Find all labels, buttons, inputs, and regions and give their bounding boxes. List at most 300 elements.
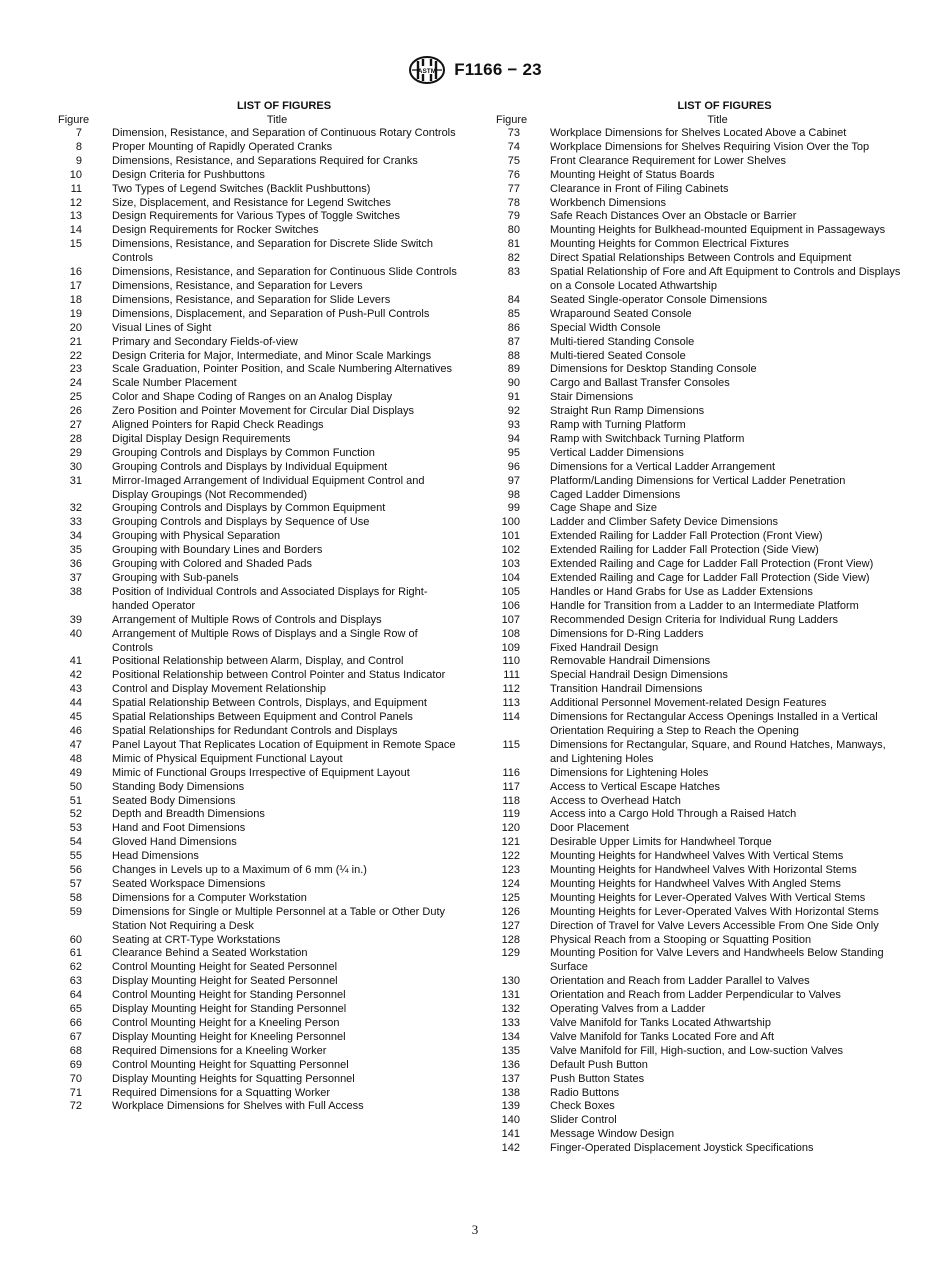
figure-number: 123 [501,864,520,877]
figure-number: 91 [507,391,520,404]
figure-entry [496,210,901,224]
figure-number: 48 [69,752,82,765]
figure-title: Mounting Heights for Bulkhead-mounted Equipment in Passageways [550,224,886,237]
column-headers [496,113,901,127]
figure-title: Physical Reach from a Stooping or Squatting Position [550,933,812,946]
figure-entry [58,586,458,614]
figure-title: Valve Manifold for Tanks Located Fore and Aft [550,1030,775,1043]
figure-title: Design Requirements for Rocker Switches [112,224,319,237]
figure-entry [496,600,901,614]
figure-number: 93 [507,419,520,432]
figure-title: Positional Relationship between Alarm, Display, and Control [112,655,404,668]
figure-number: 50 [69,780,82,793]
figure-number: 132 [501,1003,520,1016]
figure-title: Direction of Travel for Valve Levers Accessible From One Side Only [550,919,879,932]
figure-entry [58,475,458,503]
figure-title: Valve Manifold for Fill, High-suction, and Low-suction Valves [550,1044,844,1057]
figure-title: Dimensions, Displacement, and Separation of Push-Pull Controls [112,307,430,320]
figure-entry [58,683,458,697]
figure-title: Workbench Dimensions [550,196,666,209]
figure-entry [496,391,901,405]
figure-entry [496,1045,901,1059]
figure-entry [58,322,458,336]
figure-title: Panel Layout That Replicates Location of Equipment in Remote Space [112,738,456,751]
figure-title: Dimensions for Single or Multiple Personnel at a Table or Other Duty Station Not Requiring a Desk [112,905,446,932]
figure-title: Orientation and Reach from Ladder Perpendicular to Valves [550,989,841,1002]
figure-title: Clearance in Front of Filing Cabinets [550,182,729,195]
figure-number: 29 [69,446,82,459]
figure-title: Two Types of Legend Switches (Backlit Pushbuttons) [112,182,371,195]
figure-entry [496,294,901,308]
figure-number: 80 [507,224,520,237]
figure-number: 134 [501,1030,520,1043]
figure-entry [58,975,458,989]
figure-number: 36 [69,558,82,571]
figure-number: 49 [69,766,82,779]
figure-title: Stair Dimensions [550,391,634,404]
figure-title: Dimensions for Lightening Holes [550,766,709,779]
figure-entry [496,836,901,850]
figure-title: Platform/Landing Dimensions for Vertical Ladder Penetration [550,474,846,487]
title-column-header: Title [707,114,728,126]
figure-number: 79 [507,210,520,223]
figure-entry [496,739,901,767]
figure-number: 63 [69,975,82,988]
figure-entry [58,697,458,711]
figure-number: 62 [69,961,82,974]
figure-title: Control Mounting Height for a Kneeling Person [112,1017,340,1029]
figure-title: Multi-tiered Seated Console [550,349,686,362]
figure-number: 110 [502,655,520,668]
figure-number: 38 [69,585,82,598]
figure-entry [58,892,458,906]
figure-number: 97 [507,474,520,487]
standard-designation: F1166 − 23 [454,60,542,79]
figure-title: Display Mounting Height for Standing Personnel [112,1003,347,1016]
figure-number: 139 [501,1100,520,1113]
figure-title: Mirror-Imaged Arrangement of Individual Equipment Control and Display Groupings (Not Recommended) [112,474,425,501]
figure-title: Dimensions, Resistance, and Separation for Slide Levers [112,293,391,306]
figure-entry [496,127,901,141]
figure-title: Fixed Handrail Design [550,641,659,654]
figure-title: Default Push Button [550,1058,648,1071]
figure-entry [496,781,901,795]
figure-entry [496,183,901,197]
figure-entry [496,614,901,628]
figure-number: 26 [69,405,82,418]
page-number: 3 [471,1222,479,1237]
figure-number: 78 [507,196,520,209]
figure-number: 109 [501,641,520,654]
figure-entry [58,141,458,155]
figure-title: Zero Position and Pointer Movement for Circular Dial Displays [112,405,415,418]
figure-entry [58,210,458,224]
figure-entry [496,586,901,600]
figure-number: 141 [501,1128,520,1141]
figure-entry [58,864,458,878]
figure-entry [58,155,458,169]
figure-title: Mounting Heights for Common Electrical Fixtures [550,238,790,251]
figure-number: 107 [501,613,520,626]
figure-title: Required Dimensions for a Squatting Worker [112,1086,331,1099]
figure-title: Aligned Pointers for Rapid Check Readings [112,419,324,432]
figure-number: 46 [69,724,82,737]
figure-title: Grouping with Boundary Lines and Borders [112,544,323,557]
figure-entry [496,1073,901,1087]
astm-logo-icon [408,55,446,85]
figure-title: Ladder and Climber Safety Device Dimensions [550,516,779,529]
figure-entry [58,572,458,586]
figure-title: Grouping Controls and Displays by Individual Equipment [112,460,388,473]
figure-entry [496,822,901,836]
figure-entry [496,947,901,975]
figure-title: Straight Run Ramp Dimensions [550,405,705,418]
figure-entry [58,558,458,572]
figure-title: Dimensions, Resistance, and Separation for Discrete Slide Switch Controls [112,238,433,265]
figure-entry [496,224,901,238]
figure-number: 120 [501,822,520,835]
figure-entry [58,336,458,350]
figure-title: Dimensions, Resistance, and Separation for Levers [112,279,363,292]
figure-number: 68 [69,1044,82,1057]
figure-title: Scale Graduation, Pointer Position, and Scale Numbering Alternatives [112,363,452,376]
figure-number: 122 [501,850,520,863]
figure-number: 18 [69,293,82,306]
figure-number: 65 [69,1003,82,1016]
figure-number: 56 [69,864,82,877]
figure-entry [58,725,458,739]
figure-entry [58,878,458,892]
figure-title: Extended Railing for Ladder Fall Protection (Front View) [550,530,823,543]
figure-title: Spatial Relationship of Fore and Aft Equipment to Controls and Displays on a Console Located Athwartship [550,266,901,292]
figure-entry [496,169,901,183]
figure-title: Workplace Dimensions for Shelves Requiring Vision Over the Top [550,140,870,153]
figure-entry [58,989,458,1003]
figure-entry [58,1073,458,1087]
figure-entries [58,127,458,1114]
figure-entry [496,989,901,1003]
figure-entry [496,405,901,419]
figure-entry [58,628,458,656]
figure-entry [58,266,458,280]
figure-number: 86 [507,321,520,334]
figure-number: 116 [502,766,520,779]
figure-number: 90 [507,377,520,390]
figure-entry [496,1142,901,1156]
figure-entry [58,419,458,433]
figure-number: 88 [507,349,520,362]
figure-number: 44 [69,697,82,710]
figures-list-right [496,99,901,1156]
figure-title: Extended Railing for Ladder Fall Protection (Side View) [550,544,819,557]
figure-title: Handles or Hand Grabs for Use as Ladder Extensions [550,585,813,598]
figure-entry [58,238,458,266]
figure-entry [58,1059,458,1073]
figure-title: Grouping with Physical Separation [112,530,281,543]
figure-entry [496,558,901,572]
figure-number: 135 [501,1044,520,1057]
figure-entry [496,516,901,530]
figure-title: Mimic of Physical Equipment Functional Layout [112,752,343,765]
figure-number: 8 [75,140,82,153]
figure-title: Workplace Dimensions for Shelves Located Above a Cabinet [550,127,847,139]
figure-title: Grouping Controls and Displays by Common Function [112,446,375,459]
figure-title: Special Handrail Design Dimensions [550,669,728,682]
figure-entry [496,363,901,377]
figure-title: Multi-tiered Standing Console [550,335,695,348]
figure-number: 121 [501,836,520,849]
figure-number: 25 [69,391,82,404]
figure-entry [496,502,901,516]
figure-title: Positional Relationship between Control Pointer and Status Indicator [112,669,446,682]
figure-entry [496,1017,901,1031]
figure-title: Desirable Upper Limits for Handwheel Torque [550,836,772,849]
figure-entry [496,1100,901,1114]
figure-number: 67 [69,1030,82,1043]
figure-entry [58,530,458,544]
figure-number: 105 [501,585,520,598]
figure-number: 127 [501,919,520,932]
figure-entry [496,447,901,461]
figure-title: Design Requirements for Various Types of Toggle Switches [112,210,400,223]
figure-title: Hand and Foot Dimensions [112,822,246,835]
figure-title: Design Criteria for Pushbuttons [112,168,265,181]
figure-entry [496,975,901,989]
figure-entry [496,308,901,322]
figure-title: Standing Body Dimensions [112,780,245,793]
figure-number: 33 [69,516,82,529]
column-headers [58,113,458,127]
figure-entry [58,906,458,934]
figure-number: 19 [69,307,82,320]
figure-entry [496,1087,901,1101]
figure-title: Display Mounting Height for Kneeling Personnel [112,1030,346,1043]
figure-column-header: Figure [58,114,90,126]
figure-entry [496,669,901,683]
figure-title: Proper Mounting of Rapidly Operated Cranks [112,140,333,153]
figure-entry [496,628,901,642]
figure-entry [58,1031,458,1045]
figure-number: 45 [69,711,82,724]
figure-title: Mounting Heights for Handwheel Valves With Horizontal Stems [550,864,857,877]
figure-entry [496,850,901,864]
figure-title: Cage Shape and Size [550,502,658,515]
figure-entry [58,669,458,683]
figure-number: 52 [69,808,82,821]
figure-entry [58,169,458,183]
figure-entry [58,280,458,294]
figure-title: Cargo and Ballast Transfer Consoles [550,377,730,390]
figure-entry [496,1059,901,1073]
figure-number: 77 [507,182,520,195]
figure-number: 9 [75,154,82,167]
figure-number: 51 [69,794,82,807]
figure-number: 103 [501,558,520,571]
figure-number: 125 [501,891,520,904]
figure-number: 53 [69,822,82,835]
figure-number: 37 [69,572,82,584]
figure-entry [58,767,458,781]
figure-entry [58,127,458,141]
figure-number: 128 [501,933,520,946]
figure-entry [496,1128,901,1142]
figure-entry [58,934,458,948]
figure-number: 112 [502,683,520,696]
figure-title: Caged Ladder Dimensions [550,488,681,501]
figure-title: Special Width Console [550,321,661,334]
figure-entry [58,183,458,197]
figure-entry [58,795,458,809]
figure-number: 12 [69,196,82,209]
figure-entry [58,1045,458,1059]
figure-number: 16 [69,266,82,279]
figure-title: Door Placement [550,822,629,835]
figure-number: 119 [502,808,520,821]
figure-entry [58,405,458,419]
figure-entry [496,808,901,822]
figure-entry [496,322,901,336]
figure-title: Scale Number Placement [112,377,237,390]
figure-entry [496,934,901,948]
figure-number: 39 [69,613,82,626]
figure-number: 61 [69,947,82,960]
figure-title: Access into a Cargo Hold Through a Raised Hatch [550,808,797,821]
figure-number: 22 [69,349,82,362]
figure-entry [58,308,458,322]
figure-number: 118 [502,794,520,807]
figure-title: Handle for Transition from a Ladder to an Intermediate Platform [550,599,859,612]
figure-number: 27 [69,419,82,432]
figure-number: 137 [501,1072,520,1085]
figure-number: 32 [69,502,82,515]
figure-number: 20 [69,321,82,334]
figure-title: Control and Display Movement Relationship [112,683,326,696]
figure-number: 42 [69,669,82,682]
figure-entry [496,711,901,739]
figure-number: 43 [69,683,82,696]
figure-title: Grouping with Colored and Shaded Pads [112,558,312,571]
figure-entry [496,544,901,558]
figure-title: Mimic of Functional Groups Irrespective of Equipment Layout [112,766,410,779]
figure-entry [496,252,901,266]
figure-number: 138 [501,1086,520,1099]
figure-number: 24 [69,377,82,390]
figure-entry [496,920,901,934]
figure-entry [58,739,458,753]
figure-number: 82 [507,252,520,265]
figure-title: Grouping Controls and Displays by Sequence of Use [112,516,370,529]
figure-title: Check Boxes [550,1100,615,1113]
figure-number: 84 [507,293,520,306]
figure-entry [496,238,901,252]
figure-title: Mounting Heights for Lever-Operated Valves With Horizontal Stems [550,905,879,918]
figure-number: 111 [503,669,520,682]
figure-title: Dimensions for Desktop Standing Console [550,363,757,376]
figure-entry [58,544,458,558]
figure-number: 115 [502,738,520,751]
figure-number: 71 [69,1086,82,1099]
figure-number: 76 [507,168,520,181]
figure-number: 14 [69,224,82,237]
figure-number: 130 [501,975,520,988]
figure-number: 30 [69,460,82,473]
figure-number: 10 [69,168,82,181]
figure-entry [58,377,458,391]
figure-title: Dimensions, Resistance, and Separations Required for Cranks [112,154,418,167]
figure-title: Spatial Relationship Between Controls, Displays, and Equipment [112,697,427,710]
figure-title: Digital Display Design Requirements [112,432,291,445]
figure-number: 47 [69,738,82,751]
figure-title: Mounting Heights for Lever-Operated Valves With Vertical Stems [550,891,866,904]
figure-number: 60 [69,933,82,946]
figure-entry [58,433,458,447]
figure-entry [58,502,458,516]
list-title: LIST OF FIGURES [236,100,332,112]
figure-title: Dimensions for a Computer Workstation [112,891,307,904]
figure-title: Recommended Design Criteria for Individual Rung Ladders [550,613,838,626]
figure-number: 11 [70,182,82,195]
figure-title: Direct Spatial Relationships Between Controls and Equipment [550,252,852,265]
figure-number: 136 [501,1058,520,1071]
figure-entry [58,753,458,767]
figure-entry [58,197,458,211]
figure-entry [496,683,901,697]
figure-entry [496,892,901,906]
figure-title: Operating Valves from a Ladder [550,1003,706,1016]
figure-number: 100 [501,516,520,529]
figure-entry [58,391,458,405]
figure-title: Wraparound Seated Console [550,307,692,320]
figure-title: Mounting Heights for Handwheel Valves With Angled Stems [550,877,841,890]
figure-entry [496,697,901,711]
figure-number: 133 [501,1017,520,1029]
figure-title: Transition Handrail Dimensions [550,683,703,696]
figure-title: Grouping Controls and Displays by Common Equipment [112,502,386,515]
list-title: LIST OF FIGURES [677,100,772,112]
figure-title: Dimensions for Rectangular, Square, and Round Hatches, Manways, and Lightening Holes [550,738,886,765]
figure-number: 13 [69,210,82,223]
figure-entry [496,461,901,475]
figure-number: 75 [507,154,520,167]
figure-number: 21 [69,335,82,348]
figure-title: Arrangement of Multiple Rows of Controls and Displays [112,613,382,626]
figure-entry [58,363,458,377]
figure-title: Access to Vertical Escape Hatches [550,780,720,793]
figure-title: Extended Railing and Cage for Ladder Fall Protection (Side View) [550,572,870,584]
figure-title: Depth and Breadth Dimensions [112,808,265,821]
figure-entry [496,1003,901,1017]
figure-title: Valve Manifold for Tanks Located Athwartship [550,1017,771,1029]
figure-entry [58,822,458,836]
figure-number: 72 [69,1100,82,1113]
figure-title: Access to Overhead Hatch [550,794,681,807]
figure-entry [58,1003,458,1017]
figure-number: 15 [69,238,82,251]
figure-title: Head Dimensions [112,850,199,863]
figure-title: Display Mounting Height for Seated Personnel [112,975,338,988]
figure-number: 102 [501,544,520,557]
figure-title: Additional Personnel Movement-related Design Features [550,697,827,710]
figure-number: 124 [501,877,520,890]
figure-entry [496,433,901,447]
figure-number: 92 [507,405,520,418]
figure-entry [58,850,458,864]
figure-number: 106 [501,599,520,612]
figure-number: 31 [69,474,82,487]
figure-entry [496,419,901,433]
figure-entry [496,475,901,489]
figure-number: 140 [501,1114,520,1127]
